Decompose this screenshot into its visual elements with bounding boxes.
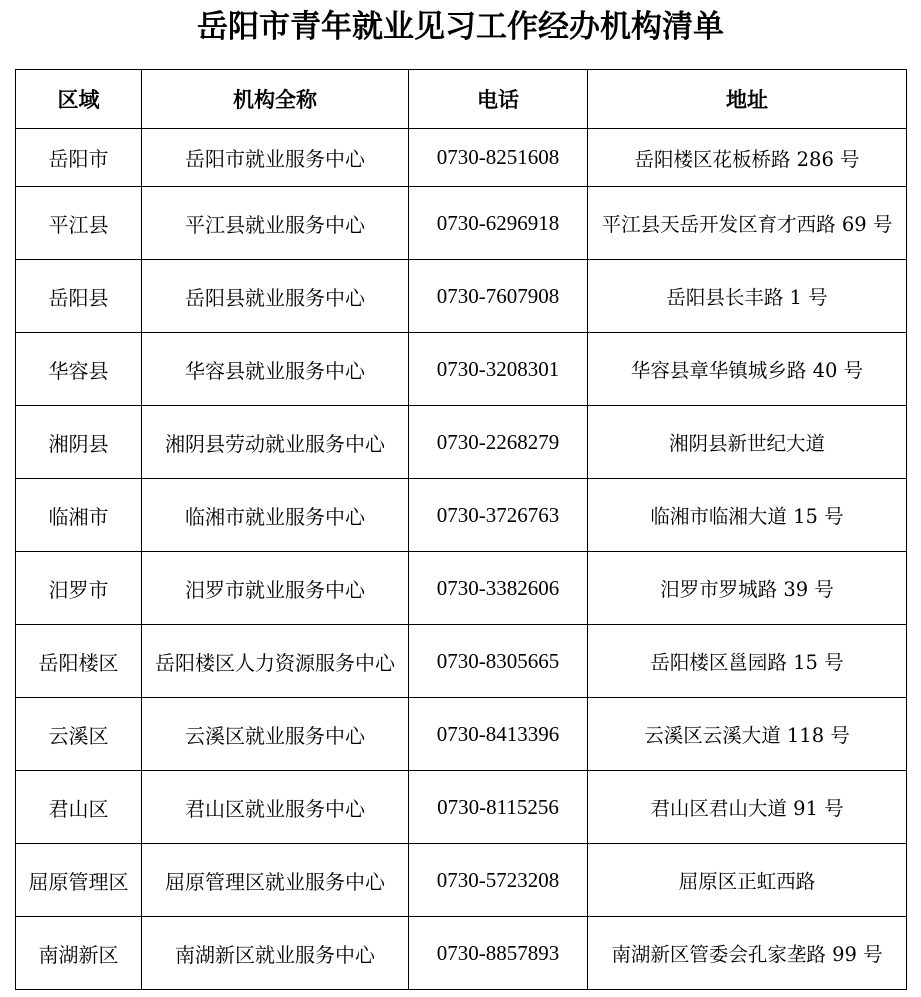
region-cell: 临湘市 — [16, 479, 142, 552]
address-cell: 南湖新区管委会孔家垄路 99 号 — [588, 917, 907, 990]
agency-cell: 屈原管理区就业服务中心 — [142, 844, 409, 917]
agency-cell: 南湖新区就业服务中心 — [142, 917, 409, 990]
phone-cell: 0730-7607908 — [409, 260, 588, 333]
region-cell: 南湖新区 — [16, 917, 142, 990]
region-cell: 君山区 — [16, 771, 142, 844]
region-cell: 湘阴县 — [16, 406, 142, 479]
region-cell: 汨罗市 — [16, 552, 142, 625]
agency-cell: 岳阳市就业服务中心 — [142, 129, 409, 187]
address-cell: 岳阳楼区邕园路 15 号 — [588, 625, 907, 698]
agency-cell: 平江县就业服务中心 — [142, 187, 409, 260]
region-cell: 华容县 — [16, 333, 142, 406]
table-row — [16, 698, 907, 771]
header-phone: 电话 — [409, 70, 588, 129]
address-cell: 屈原区正虹西路 — [588, 844, 907, 917]
header-region: 区域 — [16, 70, 142, 129]
agency-cell: 汨罗市就业服务中心 — [142, 552, 409, 625]
address-cell: 岳阳县长丰路 1 号 — [588, 260, 907, 333]
table-row — [16, 917, 907, 990]
table-row — [16, 844, 907, 917]
phone-cell: 0730-8857893 — [409, 917, 588, 990]
phone-cell: 0730-6296918 — [409, 187, 588, 260]
agency-cell: 君山区就业服务中心 — [142, 771, 409, 844]
header-address: 地址 — [588, 70, 907, 129]
agency-cell: 岳阳县就业服务中心 — [142, 260, 409, 333]
phone-cell: 0730-5723208 — [409, 844, 588, 917]
table-row — [16, 129, 907, 187]
table-row — [16, 333, 907, 406]
address-cell: 湘阴县新世纪大道 — [588, 406, 907, 479]
agency-cell: 临湘市就业服务中心 — [142, 479, 409, 552]
address-cell: 临湘市临湘大道 15 号 — [588, 479, 907, 552]
phone-cell: 0730-3726763 — [409, 479, 588, 552]
header-agency-name: 机构全称 — [142, 70, 409, 129]
address-cell: 华容县章华镇城乡路 40 号 — [588, 333, 907, 406]
table-row — [16, 187, 907, 260]
phone-cell: 0730-8115256 — [409, 771, 588, 844]
region-cell: 岳阳市 — [16, 129, 142, 187]
phone-cell: 0730-3382606 — [409, 552, 588, 625]
phone-cell: 0730-2268279 — [409, 406, 588, 479]
phone-cell: 0730-8413396 — [409, 698, 588, 771]
address-cell: 君山区君山大道 91 号 — [588, 771, 907, 844]
table-row — [16, 771, 907, 844]
table-row — [16, 406, 907, 479]
agency-cell: 湘阴县劳动就业服务中心 — [142, 406, 409, 479]
region-cell: 云溪区 — [16, 698, 142, 771]
table-row — [16, 625, 907, 698]
table-row — [16, 479, 907, 552]
region-cell: 屈原管理区 — [16, 844, 142, 917]
table-row — [16, 552, 907, 625]
address-cell: 云溪区云溪大道 118 号 — [588, 698, 907, 771]
table-header-row — [16, 70, 907, 129]
phone-cell: 0730-8251608 — [409, 129, 588, 187]
phone-cell: 0730-3208301 — [409, 333, 588, 406]
address-cell: 岳阳楼区花板桥路 286 号 — [588, 129, 907, 187]
region-cell: 岳阳楼区 — [16, 625, 142, 698]
document-title: 岳阳市青年就业见习工作经办机构清单 — [197, 9, 724, 45]
agency-cell: 云溪区就业服务中心 — [142, 698, 409, 771]
table-row — [16, 260, 907, 333]
region-cell: 平江县 — [16, 187, 142, 260]
address-cell: 平江县天岳开发区育才西路 69 号 — [588, 187, 907, 260]
agency-cell: 华容县就业服务中心 — [142, 333, 409, 406]
agency-cell: 岳阳楼区人力资源服务中心 — [142, 625, 409, 698]
agency-table — [15, 69, 907, 990]
address-cell: 汨罗市罗城路 39 号 — [588, 552, 907, 625]
phone-cell: 0730-8305665 — [409, 625, 588, 698]
region-cell: 岳阳县 — [16, 260, 142, 333]
